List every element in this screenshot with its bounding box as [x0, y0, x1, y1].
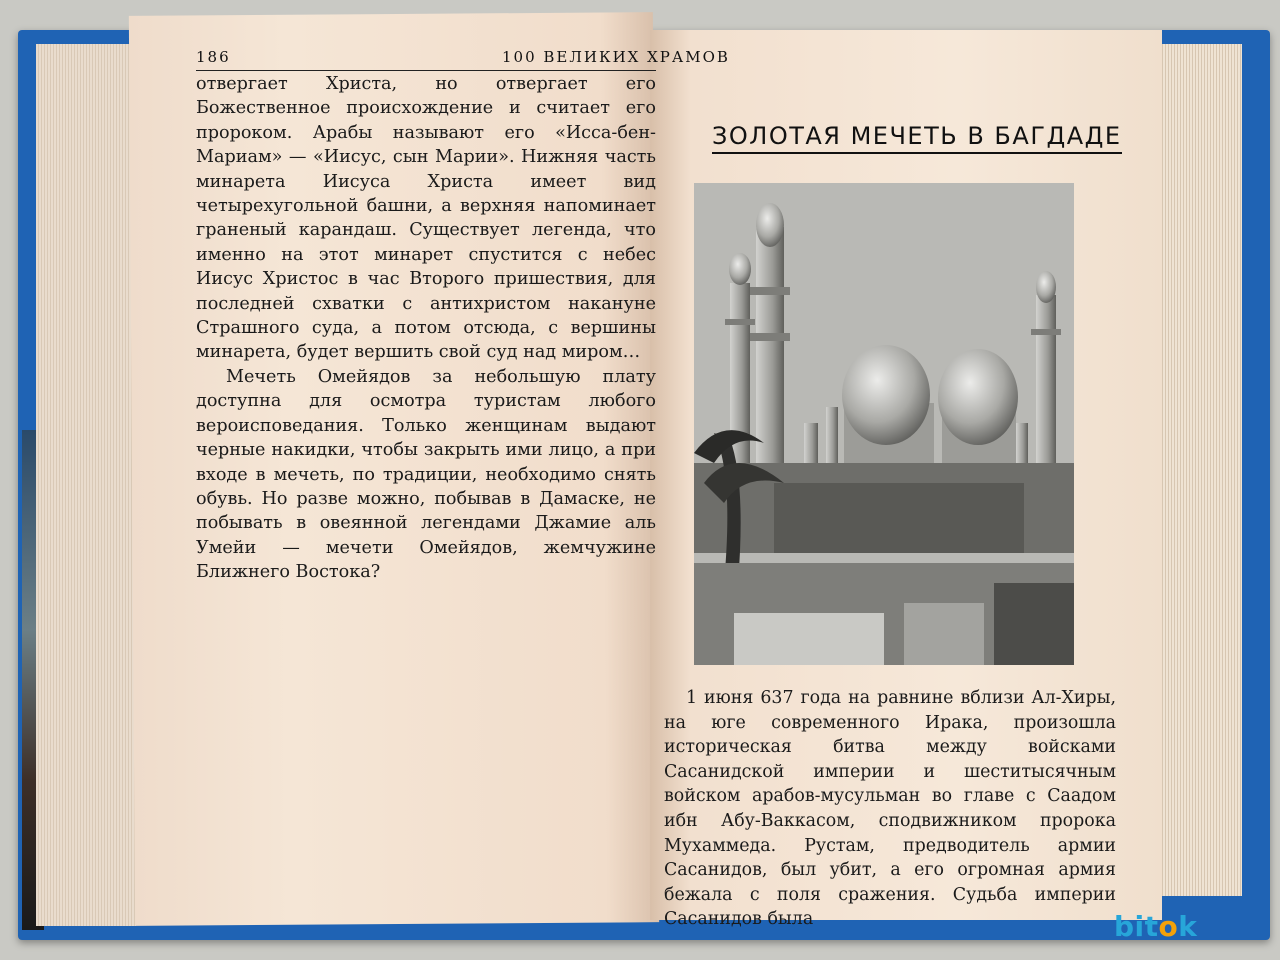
paragraph: Мечеть Омейядов за небольшую плату доступна для осмотра туристам любого вероисповедания. Только женщинам выдают черные накидки, чтобы закрыть ими лицо, а при входе в мечеть, по традиции, необходимо снять обувь. Но разве можно, побывав в Дамаске, не побывать в овеянной легендами Джамие аль Умейи — мечети Омейядов, жемчужине Ближнего Востока?: [196, 366, 656, 583]
running-title: 100 ВЕЛИКИХ ХРАМОВ: [502, 48, 730, 66]
watermark-text-end: k: [1178, 910, 1198, 943]
mosque-photo: [694, 183, 1074, 665]
page-number: 186: [196, 48, 231, 66]
watermark-text: bit: [1114, 910, 1159, 943]
right-page-text: [664, 686, 1116, 932]
left-page-text: [196, 72, 656, 583]
left-page-block-edge: [36, 44, 136, 926]
bitok-watermark-logo: [1114, 910, 1197, 943]
running-head: [196, 48, 730, 71]
mosque-illustration: [694, 183, 1074, 665]
paragraph: 1 июня 637 года на равнине вблизи Ал-Хиры, на юге современного Ирака, произошла историческая битва между войсками Сасанидской империи и шеститысячным войском арабов-мусульман во главе с Саадом ибн Абу-Ваккасом, сподвижником пророка Мухаммеда. Рустам, предводитель армии Сасанидов, был убит, а его огромная армия бежала с поля сражения. Судьба империи Сасанидов была: [664, 688, 1116, 930]
watermark-o: o: [1158, 910, 1179, 943]
chapter-title: ЗОЛОТАЯ МЕЧЕТЬ В БАГДАДЕ: [712, 122, 1122, 154]
paragraph: отвергает Христа, но отвергает его Божественное происхождение и считает его пророком. Арабы называют его «Исса-бен-Мариам» — «Иисус, сын Марии». Нижняя часть минарета Иисуса Христа имеет вид четырехугольной башни, а верхняя напоминает граненый карандаш. Существует легенда, что именно на этот минарет спустится с небес Иисус Христос в час Второго пришествия, для последней схватки с антихристом накануне Страшного суда, а потом отсюда, с вершины минарета, будет вершить свой суд над миром…: [196, 74, 656, 363]
right-page-block-edge: [1160, 44, 1242, 896]
